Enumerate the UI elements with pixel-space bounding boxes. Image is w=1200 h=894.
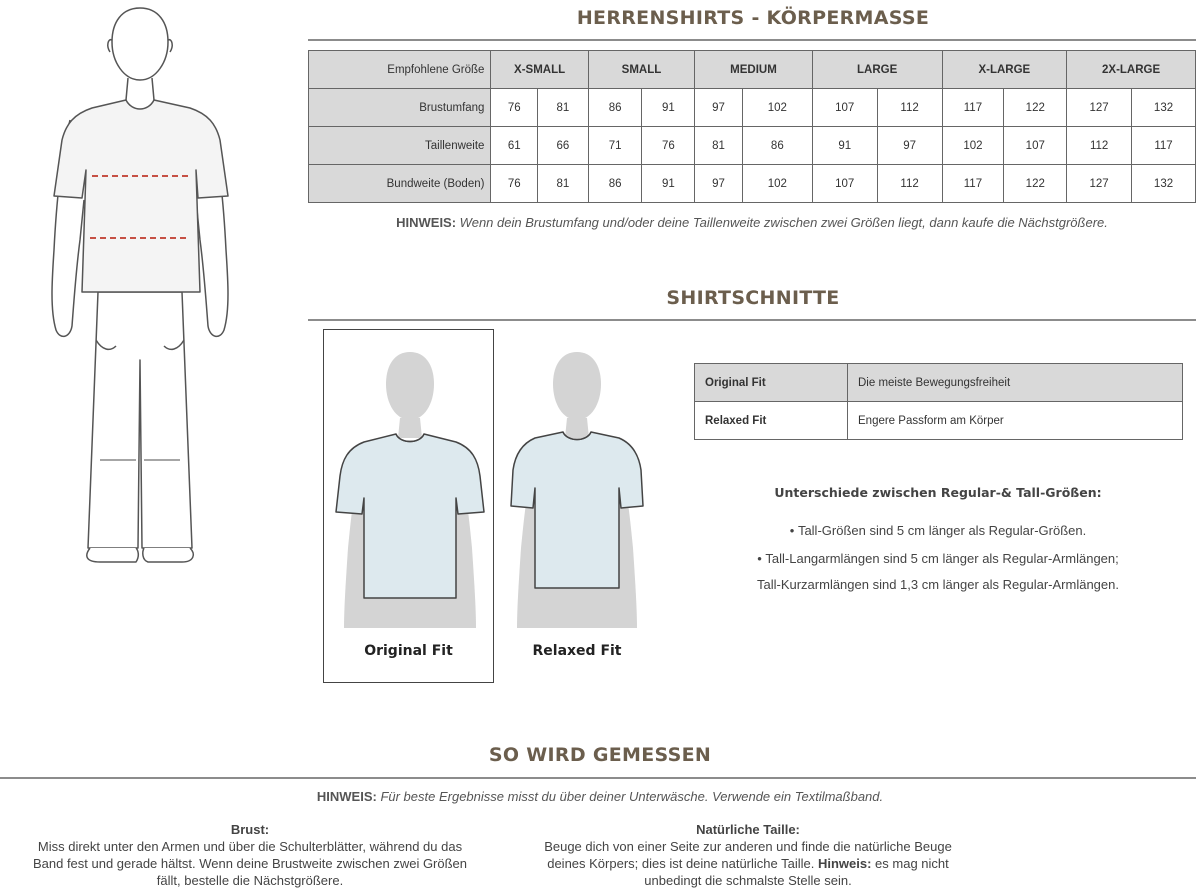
relaxed-fit-figure-icon: [497, 348, 657, 628]
table-cell: 66: [538, 127, 589, 165]
table-cell: 91: [642, 165, 695, 203]
size-col-l: LARGE: [812, 51, 942, 89]
table-cell: 81: [538, 89, 589, 127]
table-cell: 91: [812, 127, 877, 165]
table-cell: 102: [942, 127, 1004, 165]
full-body-figure-icon: [40, 0, 240, 570]
table-cell: 97: [695, 165, 743, 203]
table-cell: 102: [742, 165, 812, 203]
table-cell: 97: [877, 127, 942, 165]
fit-name: Relaxed Fit: [695, 402, 848, 440]
waist-line-text: deines Körpers; dies ist deine natürliche Taille.: [547, 856, 818, 871]
table-row: [695, 364, 1183, 402]
table-cell: 122: [1004, 89, 1067, 127]
table-cell: 112: [877, 165, 942, 203]
chest-line: Band fest und gerade hältst. Wenn deine Brustweite zwischen zwei Größen: [32, 856, 468, 871]
size-header-row: [309, 51, 1196, 89]
size-col-2xl: 2X-LARGE: [1067, 51, 1196, 89]
bullet-text: Tall-Größen sind 5 cm länger als Regular-Größen.: [797, 523, 1087, 538]
size-col-xl: X-LARGE: [942, 51, 1067, 89]
original-fit-label: Original Fit: [364, 643, 453, 659]
table-cell: 107: [812, 89, 877, 127]
table-cell: 117: [942, 165, 1004, 203]
relaxed-fit-label: Relaxed Fit: [532, 643, 622, 659]
row-label: Brustumfang: [309, 89, 491, 127]
title-divider: [308, 39, 1196, 41]
size-difference-title: Unterschiede zwischen Regular-& Tall-Größen:: [774, 485, 1102, 500]
size-col-m: MEDIUM: [695, 51, 813, 89]
table-cell: 76: [491, 89, 538, 127]
waist-instructions: [498, 821, 998, 889]
table-cell: 107: [812, 165, 877, 203]
table-cell: 61: [491, 127, 538, 165]
table-cell: 117: [1132, 127, 1196, 165]
measure-note: [0, 789, 1200, 804]
table-cell: 71: [588, 127, 642, 165]
size-note: [308, 215, 1196, 230]
table-cell: 127: [1067, 165, 1132, 203]
table-cell: 97: [695, 89, 743, 127]
fit-description: Die meiste Bewegungsfreiheit: [848, 364, 1183, 402]
bullet-continuation: Tall-Kurzarmlängen sind 1,3 cm länger als Regular-Armlängen.: [756, 577, 1119, 592]
chest-heading: Brust:: [230, 822, 270, 837]
row-label: Taillenweite: [309, 127, 491, 165]
fits-divider: [308, 319, 1196, 321]
table-cell: 86: [742, 127, 812, 165]
bullet-text: Tall-Langarmlängen sind 5 cm länger als Regular-Armlängen;: [765, 551, 1119, 566]
table-row: [309, 165, 1196, 203]
table-cell: 112: [1067, 127, 1132, 165]
table-cell: 102: [742, 89, 812, 127]
measure-divider: [0, 777, 1196, 779]
fits-section-title: SHIRTSCHNITTE: [666, 287, 840, 309]
chest-line: Miss direkt unter den Armen und über die Schulterblätter, während du das: [37, 839, 463, 854]
table-cell: 86: [588, 89, 642, 127]
waist-hint-label: Hinweis:: [817, 856, 872, 871]
table-cell: 127: [1067, 89, 1132, 127]
fit-description: Engere Passform am Körper: [848, 402, 1183, 440]
table-cell: 81: [695, 127, 743, 165]
page-title: HERRENSHIRTS - KÖRPERMASSE: [576, 7, 930, 29]
waist-line-text: es mag nicht: [871, 856, 949, 871]
waist-line: unbedingt die schmalste Stelle sein.: [644, 873, 852, 888]
table-cell: 117: [942, 89, 1004, 127]
bullet-dot-icon: •: [757, 551, 766, 566]
bullet-dot-icon: •: [789, 523, 798, 538]
size-note-label: HINWEIS:: [396, 215, 457, 230]
measure-section-title: SO WIRD GEMESSEN: [488, 744, 712, 766]
table-cell: 76: [491, 165, 538, 203]
table-cell: 112: [877, 89, 942, 127]
original-fit-figure-icon: [330, 348, 490, 628]
table-cell: 86: [588, 165, 642, 203]
table-cell: 81: [538, 165, 589, 203]
table-cell: 132: [1132, 165, 1196, 203]
bullet-item: [694, 551, 1182, 566]
size-note-text: Wenn dein Brustumfang und/oder deine Taillenweite zwischen zwei Größen liegt, dann kaufe die Nächstgrößere.: [456, 215, 1108, 230]
table-cell: 107: [1004, 127, 1067, 165]
size-table: [308, 50, 1196, 203]
bullet-item: [694, 523, 1182, 538]
table-cell: 76: [642, 127, 695, 165]
chest-line: fällt, bestelle die Nächstgrößere.: [156, 873, 344, 888]
waist-line: [498, 855, 998, 872]
chest-instructions: [0, 821, 500, 889]
measure-note-label: HINWEIS:: [316, 789, 377, 804]
fits-table: [694, 363, 1183, 440]
size-header-label: Empfohlene Größe: [309, 51, 491, 89]
size-col-s: SMALL: [588, 51, 694, 89]
waist-line: Beuge dich von einer Seite zur anderen und finde die natürliche Beuge: [544, 839, 952, 854]
size-col-xs: X-SMALL: [491, 51, 588, 89]
table-row: [695, 402, 1183, 440]
table-cell: 122: [1004, 165, 1067, 203]
fit-name: Original Fit: [695, 364, 848, 402]
row-label: Bundweite (Boden): [309, 165, 491, 203]
table-row: [309, 89, 1196, 127]
table-cell: 91: [642, 89, 695, 127]
table-cell: 132: [1132, 89, 1196, 127]
measure-note-text: Für beste Ergebnisse misst du über deiner Unterwäsche. Verwende ein Textilmaßband.: [376, 789, 884, 804]
table-row: [309, 127, 1196, 165]
waist-heading: Natürliche Taille:: [696, 822, 800, 837]
